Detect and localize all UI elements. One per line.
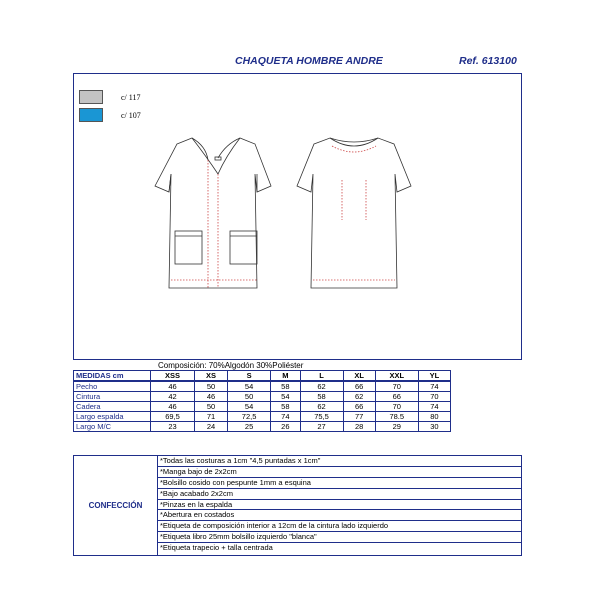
cell: 24 xyxy=(195,422,228,432)
list-item: *Abertura en costados xyxy=(158,510,521,521)
garment-technical-drawing xyxy=(74,74,521,359)
cell: 70 xyxy=(418,392,450,402)
reference-number: Ref. 613100 xyxy=(459,55,517,67)
confeccion-box xyxy=(73,455,522,556)
cell: 78.5 xyxy=(375,412,418,422)
size-header: XS xyxy=(195,371,228,382)
cell: 23 xyxy=(151,422,195,432)
confeccion-label: CONFECCIÓN xyxy=(74,456,158,555)
cell: 46 xyxy=(195,392,228,402)
cell: 42 xyxy=(151,392,195,402)
cell: 54 xyxy=(228,381,271,392)
cell: 71 xyxy=(195,412,228,422)
size-header: M xyxy=(271,371,300,382)
cell: 70 xyxy=(375,381,418,392)
cell: 66 xyxy=(343,381,375,392)
cell: 46 xyxy=(151,381,195,392)
cell: 62 xyxy=(300,402,343,412)
cell: 66 xyxy=(375,392,418,402)
list-item: *Manga bajo de 2x2cm xyxy=(158,467,521,478)
cell: 27 xyxy=(300,422,343,432)
row-label: Cintura xyxy=(74,392,151,402)
cell: 58 xyxy=(271,381,300,392)
size-header: XL xyxy=(343,371,375,382)
row-label: Largo espalda xyxy=(74,412,151,422)
cell: 62 xyxy=(343,392,375,402)
size-header: S xyxy=(228,371,271,382)
cell: 74 xyxy=(418,402,450,412)
list-item: *Bolsillo cosido con pespunte 1mm a esquina xyxy=(158,478,521,489)
cell: 25 xyxy=(228,422,271,432)
list-item: *Todas las costuras a 1cm "4,5 puntadas x 1cm" xyxy=(158,456,521,467)
size-header: L xyxy=(300,371,343,382)
cell: 28 xyxy=(343,422,375,432)
cell: 69,5 xyxy=(151,412,195,422)
cell: 50 xyxy=(195,402,228,412)
garment-title: CHAQUETA HOMBRE ANDRE xyxy=(235,55,383,67)
table-row xyxy=(74,402,451,412)
cell: 46 xyxy=(151,402,195,412)
cell: 66 xyxy=(343,402,375,412)
list-item: *Pinzas en la espalda xyxy=(158,500,521,511)
table-row xyxy=(74,422,451,432)
cell: 72,5 xyxy=(228,412,271,422)
measurements-header-row xyxy=(74,371,451,382)
header-cell: MEDIDAS cm xyxy=(74,371,151,382)
table-row xyxy=(74,392,451,402)
cell: 54 xyxy=(228,402,271,412)
confeccion-list xyxy=(158,456,521,554)
table-row xyxy=(74,412,451,422)
size-header: XXL xyxy=(375,371,418,382)
row-label: Pecho xyxy=(74,381,151,392)
cell: 75,5 xyxy=(300,412,343,422)
front-view xyxy=(155,138,271,288)
cell: 26 xyxy=(271,422,300,432)
cell: 50 xyxy=(195,381,228,392)
list-item: *Etiqueta de composición interior a 12cm de la cintura lado izquierdo xyxy=(158,521,521,532)
color-code-label: c/ 107 xyxy=(121,110,141,120)
cell: 77 xyxy=(343,412,375,422)
list-item: *Etiqueta trapecio + talla centrada xyxy=(160,543,273,553)
measurements-table xyxy=(73,370,451,432)
color-code-label: c/ 117 xyxy=(121,92,141,102)
cell: 74 xyxy=(271,412,300,422)
cell: 74 xyxy=(418,381,450,392)
table-row xyxy=(74,381,451,392)
row-label: Largo M/C xyxy=(74,422,151,432)
cell: 58 xyxy=(271,402,300,412)
cell: 50 xyxy=(228,392,271,402)
list-item: *Bajo acabado 2x2cm xyxy=(158,489,521,500)
size-header: XSS xyxy=(151,371,195,382)
list-item: *Etiqueta libro 25mm bolsillo izquierdo "blanca" xyxy=(158,532,521,543)
cell: 54 xyxy=(271,392,300,402)
back-view xyxy=(297,138,411,288)
drawing-frame xyxy=(73,73,522,360)
cell: 30 xyxy=(418,422,450,432)
cell: 29 xyxy=(375,422,418,432)
composition-text: Composición: 70%Algodón 30%Poliéster xyxy=(158,361,304,370)
cell: 80 xyxy=(418,412,450,422)
row-label: Cadera xyxy=(74,402,151,412)
cell: 62 xyxy=(300,381,343,392)
cell: 70 xyxy=(375,402,418,412)
cell: 58 xyxy=(300,392,343,402)
size-header: YL xyxy=(418,371,450,382)
